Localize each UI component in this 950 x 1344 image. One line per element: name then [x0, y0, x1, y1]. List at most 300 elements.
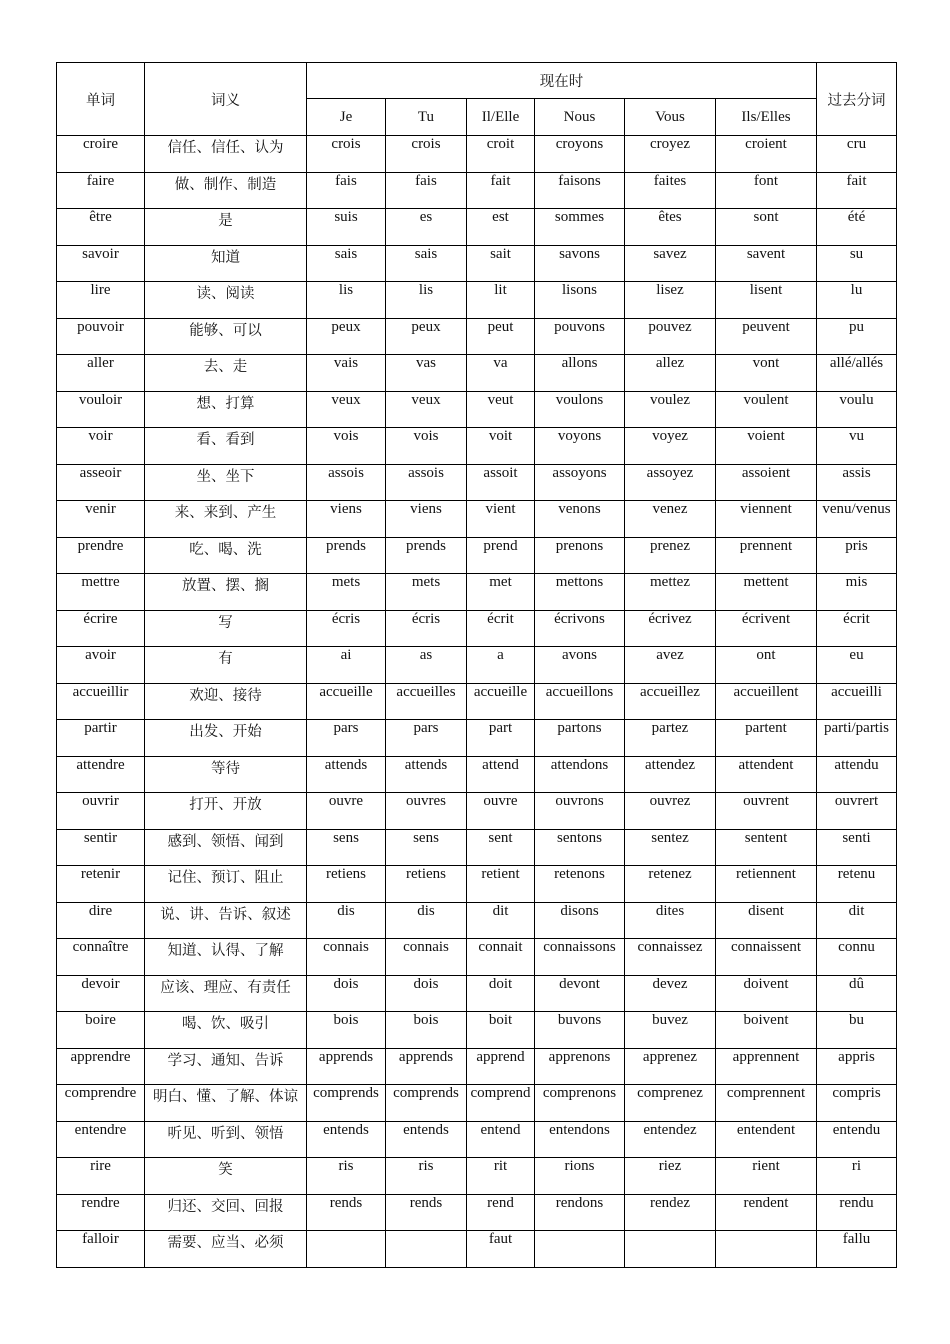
header-word: 单词 — [57, 63, 145, 136]
word-cell: pouvoir — [57, 318, 145, 355]
word-cell: accueillir — [57, 683, 145, 720]
il-elle-cell: doit — [467, 975, 535, 1012]
tu-cell: attends — [386, 756, 467, 793]
nous-cell: entendons — [535, 1121, 625, 1158]
word-cell: écrire — [57, 610, 145, 647]
vous-cell: faites — [625, 172, 716, 209]
nous-cell: ouvrons — [535, 793, 625, 830]
header-person-je: Je — [307, 99, 386, 136]
table-row — [57, 428, 897, 465]
tu-cell — [386, 1231, 467, 1268]
ils-elles-cell: peuvent — [716, 318, 817, 355]
ils-elles-cell: font — [716, 172, 817, 209]
tu-cell: vas — [386, 355, 467, 392]
past-participle-cell: voulu — [817, 391, 897, 428]
vous-cell: buvez — [625, 1012, 716, 1049]
je-cell: dois — [307, 975, 386, 1012]
nous-cell: attendons — [535, 756, 625, 793]
ils-elles-cell: vont — [716, 355, 817, 392]
vous-cell: connaissez — [625, 939, 716, 976]
ils-elles-cell: disent — [716, 902, 817, 939]
past-participle-cell: attendu — [817, 756, 897, 793]
vous-cell — [625, 1231, 716, 1268]
nous-cell: écrivons — [535, 610, 625, 647]
nous-cell: venons — [535, 501, 625, 538]
il-elle-cell: sent — [467, 829, 535, 866]
table-row — [57, 939, 897, 976]
vous-cell: savez — [625, 245, 716, 282]
vous-cell: pouvez — [625, 318, 716, 355]
table-row — [57, 1194, 897, 1231]
meaning-cell: 欢迎、接待 — [145, 683, 307, 720]
il-elle-cell: rit — [467, 1158, 535, 1195]
word-cell: mettre — [57, 574, 145, 611]
je-cell: attends — [307, 756, 386, 793]
table-row — [57, 501, 897, 538]
nous-cell: disons — [535, 902, 625, 939]
ils-elles-cell: rient — [716, 1158, 817, 1195]
vous-cell: assoyez — [625, 464, 716, 501]
past-participle-cell: fait — [817, 172, 897, 209]
meaning-cell: 说、讲、告诉、叙述 — [145, 902, 307, 939]
past-participle-cell: accueilli — [817, 683, 897, 720]
ils-elles-cell: savent — [716, 245, 817, 282]
ils-elles-cell: mettent — [716, 574, 817, 611]
nous-cell: apprenons — [535, 1048, 625, 1085]
table-row — [57, 574, 897, 611]
nous-cell: connaissons — [535, 939, 625, 976]
je-cell: retiens — [307, 866, 386, 903]
tu-cell: ouvres — [386, 793, 467, 830]
vous-cell: lisez — [625, 282, 716, 319]
meaning-cell: 知道 — [145, 245, 307, 282]
il-elle-cell: entend — [467, 1121, 535, 1158]
table-row — [57, 209, 897, 246]
table-row — [57, 683, 897, 720]
meaning-cell: 等待 — [145, 756, 307, 793]
tu-cell: retiens — [386, 866, 467, 903]
past-participle-cell: fallu — [817, 1231, 897, 1268]
tu-cell: accueilles — [386, 683, 467, 720]
word-cell: attendre — [57, 756, 145, 793]
verb-rows — [57, 136, 897, 1268]
tu-cell: veux — [386, 391, 467, 428]
tu-cell: dis — [386, 902, 467, 939]
meaning-cell: 读、阅读 — [145, 282, 307, 319]
table-row — [57, 1012, 897, 1049]
past-participle-cell: appris — [817, 1048, 897, 1085]
vous-cell: venez — [625, 501, 716, 538]
past-participle-cell: connu — [817, 939, 897, 976]
meaning-cell: 信任、信任、认为 — [145, 136, 307, 173]
il-elle-cell: prend — [467, 537, 535, 574]
nous-cell: buvons — [535, 1012, 625, 1049]
table-row — [57, 866, 897, 903]
ils-elles-cell: ont — [716, 647, 817, 684]
header-person-tu: Tu — [386, 99, 467, 136]
past-participle-cell: retenu — [817, 866, 897, 903]
past-participle-cell: su — [817, 245, 897, 282]
word-cell: voir — [57, 428, 145, 465]
meaning-cell: 放置、摆、搁 — [145, 574, 307, 611]
ils-elles-cell: viennent — [716, 501, 817, 538]
nous-cell: avons — [535, 647, 625, 684]
table-row — [57, 756, 897, 793]
meaning-cell: 归还、交回、回报 — [145, 1194, 307, 1231]
je-cell: assois — [307, 464, 386, 501]
word-cell: vouloir — [57, 391, 145, 428]
word-cell: connaître — [57, 939, 145, 976]
past-participle-cell: assis — [817, 464, 897, 501]
table-row — [57, 1231, 897, 1268]
tu-cell: es — [386, 209, 467, 246]
table-row — [57, 829, 897, 866]
je-cell: pars — [307, 720, 386, 757]
ils-elles-cell: voulent — [716, 391, 817, 428]
word-cell: rendre — [57, 1194, 145, 1231]
nous-cell: accueillons — [535, 683, 625, 720]
ils-elles-cell: rendent — [716, 1194, 817, 1231]
header-past-participle: 过去分词 — [817, 63, 897, 136]
past-participle-cell: dû — [817, 975, 897, 1012]
header-person-vous: Vous — [625, 99, 716, 136]
ils-elles-cell: lisent — [716, 282, 817, 319]
word-cell: retenir — [57, 866, 145, 903]
je-cell: vois — [307, 428, 386, 465]
vous-cell: accueillez — [625, 683, 716, 720]
je-cell: veux — [307, 391, 386, 428]
meaning-cell: 坐、坐下 — [145, 464, 307, 501]
tu-cell: viens — [386, 501, 467, 538]
tu-cell: lis — [386, 282, 467, 319]
ils-elles-cell: assoient — [716, 464, 817, 501]
nous-cell: croyons — [535, 136, 625, 173]
meaning-cell: 有 — [145, 647, 307, 684]
ils-elles-cell: attendent — [716, 756, 817, 793]
il-elle-cell: met — [467, 574, 535, 611]
il-elle-cell: peut — [467, 318, 535, 355]
verb-conjugation-table — [56, 62, 897, 1268]
vous-cell: entendez — [625, 1121, 716, 1158]
tu-cell: crois — [386, 136, 467, 173]
tu-cell: connais — [386, 939, 467, 976]
meaning-cell: 需要、应当、必须 — [145, 1231, 307, 1268]
nous-cell: sentons — [535, 829, 625, 866]
nous-cell: sommes — [535, 209, 625, 246]
meaning-cell: 做、制作、制造 — [145, 172, 307, 209]
il-elle-cell: fait — [467, 172, 535, 209]
past-participle-cell: pris — [817, 537, 897, 574]
il-elle-cell: vient — [467, 501, 535, 538]
past-participle-cell: cru — [817, 136, 897, 173]
nous-cell: pouvons — [535, 318, 625, 355]
je-cell: suis — [307, 209, 386, 246]
past-participle-cell: compris — [817, 1085, 897, 1122]
header-meaning: 词义 — [145, 63, 307, 136]
table-row — [57, 318, 897, 355]
je-cell: dis — [307, 902, 386, 939]
word-cell: croire — [57, 136, 145, 173]
meaning-cell: 学习、通知、告诉 — [145, 1048, 307, 1085]
je-cell: mets — [307, 574, 386, 611]
ils-elles-cell: sentent — [716, 829, 817, 866]
word-cell: boire — [57, 1012, 145, 1049]
vous-cell: êtes — [625, 209, 716, 246]
vous-cell: voyez — [625, 428, 716, 465]
tu-cell: fais — [386, 172, 467, 209]
tu-cell: apprends — [386, 1048, 467, 1085]
ils-elles-cell: connaissent — [716, 939, 817, 976]
nous-cell: comprenons — [535, 1085, 625, 1122]
table-row — [57, 720, 897, 757]
ils-elles-cell: apprennent — [716, 1048, 817, 1085]
past-participle-cell: rendu — [817, 1194, 897, 1231]
word-cell: faire — [57, 172, 145, 209]
ils-elles-cell: partent — [716, 720, 817, 757]
word-cell: falloir — [57, 1231, 145, 1268]
meaning-cell: 知道、认得、了解 — [145, 939, 307, 976]
tu-cell: sens — [386, 829, 467, 866]
past-participle-cell: eu — [817, 647, 897, 684]
word-cell: venir — [57, 501, 145, 538]
nous-cell: prenons — [535, 537, 625, 574]
past-participle-cell: ouvrert — [817, 793, 897, 830]
past-participle-cell: été — [817, 209, 897, 246]
il-elle-cell: veut — [467, 391, 535, 428]
table-row — [57, 902, 897, 939]
nous-cell: lisons — [535, 282, 625, 319]
il-elle-cell: accueille — [467, 683, 535, 720]
word-cell: asseoir — [57, 464, 145, 501]
vous-cell: devez — [625, 975, 716, 1012]
ils-elles-cell: écrivent — [716, 610, 817, 647]
je-cell: rends — [307, 1194, 386, 1231]
tu-cell: comprends — [386, 1085, 467, 1122]
je-cell: ris — [307, 1158, 386, 1195]
table-row — [57, 975, 897, 1012]
je-cell: connais — [307, 939, 386, 976]
tu-cell: rends — [386, 1194, 467, 1231]
vous-cell: dites — [625, 902, 716, 939]
meaning-cell: 看、看到 — [145, 428, 307, 465]
il-elle-cell: comprend — [467, 1085, 535, 1122]
table-row — [57, 172, 897, 209]
je-cell: crois — [307, 136, 386, 173]
meaning-cell: 去、走 — [145, 355, 307, 392]
word-cell: être — [57, 209, 145, 246]
meaning-cell: 出发、开始 — [145, 720, 307, 757]
je-cell: sens — [307, 829, 386, 866]
word-cell: ouvrir — [57, 793, 145, 830]
meaning-cell: 听见、听到、领悟 — [145, 1121, 307, 1158]
vous-cell: mettez — [625, 574, 716, 611]
il-elle-cell: faut — [467, 1231, 535, 1268]
je-cell: viens — [307, 501, 386, 538]
meaning-cell: 明白、懂、了解、体谅 — [145, 1085, 307, 1122]
nous-cell: retenons — [535, 866, 625, 903]
je-cell: prends — [307, 537, 386, 574]
past-participle-cell: parti/partis — [817, 720, 897, 757]
vous-cell: rendez — [625, 1194, 716, 1231]
vous-cell: voulez — [625, 391, 716, 428]
je-cell: comprends — [307, 1085, 386, 1122]
meaning-cell: 打开、开放 — [145, 793, 307, 830]
meaning-cell: 应该、理应、有责任 — [145, 975, 307, 1012]
tu-cell: pars — [386, 720, 467, 757]
tu-cell: mets — [386, 574, 467, 611]
table-row — [57, 1158, 897, 1195]
il-elle-cell: écrit — [467, 610, 535, 647]
table-row — [57, 1048, 897, 1085]
meaning-cell: 记住、预订、阻止 — [145, 866, 307, 903]
past-participle-cell: mis — [817, 574, 897, 611]
word-cell: comprendre — [57, 1085, 145, 1122]
il-elle-cell: a — [467, 647, 535, 684]
je-cell: entends — [307, 1121, 386, 1158]
word-cell: sentir — [57, 829, 145, 866]
vous-cell: ouvrez — [625, 793, 716, 830]
nous-cell — [535, 1231, 625, 1268]
vous-cell: apprenez — [625, 1048, 716, 1085]
ils-elles-cell: croient — [716, 136, 817, 173]
je-cell: accueille — [307, 683, 386, 720]
nous-cell: devont — [535, 975, 625, 1012]
table-row — [57, 245, 897, 282]
past-participle-cell: entendu — [817, 1121, 897, 1158]
past-participle-cell: senti — [817, 829, 897, 866]
past-participle-cell: venu/venus — [817, 501, 897, 538]
je-cell: ai — [307, 647, 386, 684]
nous-cell: assoyons — [535, 464, 625, 501]
meaning-cell: 来、来到、产生 — [145, 501, 307, 538]
nous-cell: voyons — [535, 428, 625, 465]
je-cell: ouvre — [307, 793, 386, 830]
table-row — [57, 1085, 897, 1122]
word-cell: dire — [57, 902, 145, 939]
tu-cell: prends — [386, 537, 467, 574]
word-cell: prendre — [57, 537, 145, 574]
word-cell: lire — [57, 282, 145, 319]
past-participle-cell: pu — [817, 318, 897, 355]
tu-cell: assois — [386, 464, 467, 501]
word-cell: aller — [57, 355, 145, 392]
word-cell: rire — [57, 1158, 145, 1195]
tu-cell: vois — [386, 428, 467, 465]
table-row — [57, 537, 897, 574]
il-elle-cell: sait — [467, 245, 535, 282]
vous-cell: attendez — [625, 756, 716, 793]
past-participle-cell: allé/allés — [817, 355, 897, 392]
il-elle-cell: connait — [467, 939, 535, 976]
il-elle-cell: boit — [467, 1012, 535, 1049]
ils-elles-cell: retiennent — [716, 866, 817, 903]
past-participle-cell: lu — [817, 282, 897, 319]
vous-cell: riez — [625, 1158, 716, 1195]
table-row — [57, 391, 897, 428]
nous-cell: faisons — [535, 172, 625, 209]
meaning-cell: 笑 — [145, 1158, 307, 1195]
je-cell: lis — [307, 282, 386, 319]
ils-elles-cell: prennent — [716, 537, 817, 574]
meaning-cell: 写 — [145, 610, 307, 647]
word-cell: entendre — [57, 1121, 145, 1158]
word-cell: apprendre — [57, 1048, 145, 1085]
nous-cell: partons — [535, 720, 625, 757]
il-elle-cell: est — [467, 209, 535, 246]
word-cell: savoir — [57, 245, 145, 282]
meaning-cell: 吃、喝、洗 — [145, 537, 307, 574]
je-cell: bois — [307, 1012, 386, 1049]
tu-cell: entends — [386, 1121, 467, 1158]
nous-cell: savons — [535, 245, 625, 282]
je-cell: apprends — [307, 1048, 386, 1085]
ils-elles-cell — [716, 1231, 817, 1268]
past-participle-cell: ri — [817, 1158, 897, 1195]
tu-cell: écris — [386, 610, 467, 647]
nous-cell: allons — [535, 355, 625, 392]
vous-cell: sentez — [625, 829, 716, 866]
ils-elles-cell: ouvrent — [716, 793, 817, 830]
je-cell: fais — [307, 172, 386, 209]
il-elle-cell: ouvre — [467, 793, 535, 830]
table-row — [57, 793, 897, 830]
vous-cell: retenez — [625, 866, 716, 903]
vous-cell: croyez — [625, 136, 716, 173]
vous-cell: partez — [625, 720, 716, 757]
ils-elles-cell: comprennent — [716, 1085, 817, 1122]
il-elle-cell: attend — [467, 756, 535, 793]
tu-cell: as — [386, 647, 467, 684]
meaning-cell: 感到、领悟、闻到 — [145, 829, 307, 866]
tu-cell: ris — [386, 1158, 467, 1195]
il-elle-cell: va — [467, 355, 535, 392]
past-participle-cell: bu — [817, 1012, 897, 1049]
table-row — [57, 610, 897, 647]
word-cell: avoir — [57, 647, 145, 684]
je-cell: peux — [307, 318, 386, 355]
meaning-cell: 喝、饮、吸引 — [145, 1012, 307, 1049]
meaning-cell: 想、打算 — [145, 391, 307, 428]
past-participle-cell: écrit — [817, 610, 897, 647]
ils-elles-cell: accueillent — [716, 683, 817, 720]
vous-cell: allez — [625, 355, 716, 392]
il-elle-cell: assoit — [467, 464, 535, 501]
il-elle-cell: apprend — [467, 1048, 535, 1085]
header-person-nous: Nous — [535, 99, 625, 136]
past-participle-cell: vu — [817, 428, 897, 465]
header-person-ils-elles: Ils/Elles — [716, 99, 817, 136]
tu-cell: bois — [386, 1012, 467, 1049]
ils-elles-cell: entendent — [716, 1121, 817, 1158]
table-row — [57, 464, 897, 501]
je-cell: écris — [307, 610, 386, 647]
table-row — [57, 647, 897, 684]
il-elle-cell: voit — [467, 428, 535, 465]
il-elle-cell: dit — [467, 902, 535, 939]
ils-elles-cell: doivent — [716, 975, 817, 1012]
ils-elles-cell: sont — [716, 209, 817, 246]
nous-cell: mettons — [535, 574, 625, 611]
ils-elles-cell: voient — [716, 428, 817, 465]
nous-cell: rendons — [535, 1194, 625, 1231]
il-elle-cell: part — [467, 720, 535, 757]
tu-cell: peux — [386, 318, 467, 355]
header-present-tense: 现在时 — [307, 63, 817, 99]
header-person-il-elle: Il/Elle — [467, 99, 535, 136]
meaning-cell: 是 — [145, 209, 307, 246]
vous-cell: écrivez — [625, 610, 716, 647]
word-cell: devoir — [57, 975, 145, 1012]
